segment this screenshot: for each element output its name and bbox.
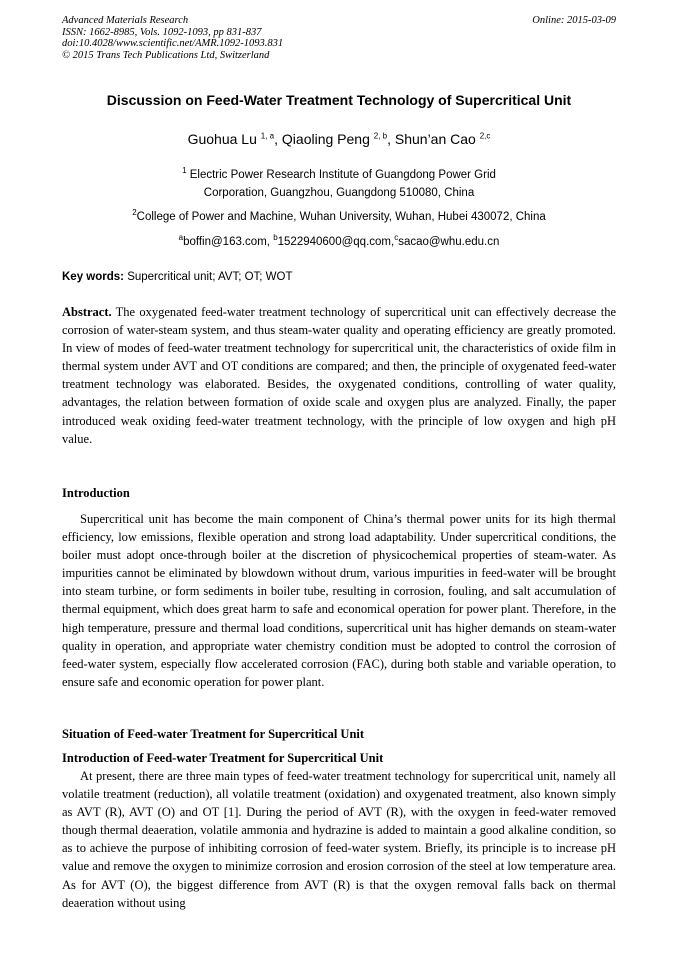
- situation-paragraph: At present, there are three main types of feed-water treatment technology for supercritical unit, namely all volatile treatment (reduction), all volatile treatment (oxidation) and oxygenated treatment, also known simply as AVT (R), AVT (O) and OT [1]. During the period of AVT (R), with the oxygen in feed-water removed though thermal deaeration, volatile ammonia and hydrazine is added to maintain a good alkaline condition, so as to achieve the purpose of inhibiting corrosion of feed-water system. Briefly, its principle is to increase pH value and remove the oxygen to minimize corrosion and erosion corrosion of the steel at low temperature area. As for AVT (O), the biggest difference from AVT (R) is that the oxygen removal falls back on thermal deaeration without using: [62, 769, 616, 910]
- abstract-text: The oxygenated feed-water treatment technology of supercritical unit can effectively decrease the corrosion of water-steam system, and thus steam-water quality and operating efficiency are greatly promoted. In view of modes of feed-water treatment technology for supercritical unit, the characteristics of oxide film in thermal system under AVT and OT conditions are compared; and then, the principle of oxygenated feed-water treatment technology was elaborated. Besides, the oxygenated conditions, controlling of water quality, advantages, the relation between formation of oxide scale and oxygen plus are analyzed. Finally, the paper introduced weak oxiding feed-water treatment technology, with the principle of low oxygen and high pH value.: [62, 305, 616, 446]
- section-heading-introduction: Introduction: [62, 486, 130, 500]
- email-address[interactable]: 1522940600@qq.com,: [277, 236, 395, 248]
- email-mark: a: [178, 233, 184, 243]
- email-address[interactable]: sacao@whu.edu.cn: [398, 236, 500, 248]
- affiliation-line: Corporation, Guangzhou, Guangdong 510080, China: [203, 187, 475, 199]
- introduction-paragraph: Supercritical unit has become the main component of China’s thermal power units for its high thermal efficiency, low emissions, flexible operation and strong load adaptability. Under supercritical conditions, the boiler must adopt once-through boiler at the discretion of physicochemical properties of steam-water. As impurities cannot be eliminated by blowdown without drum, various impurities in feed-water will be brought into steam turbine, or form sediments in boiler tube, resulting in corrosion, fouling, and salt accumulation of thermal equipment, which does great harm to safe and economical operation for power plant. Therefore, in the high temperature, pressure and thermal load conditions, supercritical unit has higher demands on steam-water quality in operation, and appropriate water chemistry condition must be adopted to control the corrosion of feed-water system, especially flow accelerated corrosion (FAC), during both stable and variable operation, to ensure safe and economic operation for power plant.: [62, 512, 616, 689]
- abstract: [62, 303, 616, 448]
- affiliation-mark: 1: [182, 166, 187, 176]
- doi-line: doi:10.4028/www.scientific.net/AMR.1092-1093.831: [62, 38, 284, 49]
- keywords-text: Supercritical unit; AVT; OT; WOT: [127, 271, 293, 283]
- journal-name: Advanced Materials Research: [62, 15, 189, 26]
- author-name: Guohua Lu: [187, 131, 257, 147]
- email-mark: c: [394, 233, 399, 243]
- affiliation-2: [40, 208, 638, 226]
- copyright-line: © 2015 Trans Tech Publications Ltd, Switzerland: [62, 49, 270, 61]
- paper-title: Discussion on Feed-Water Treatment Technology of Supercritical Unit: [106, 92, 572, 108]
- affiliation-line: Electric Power Research Institute of Guangdong Power Grid: [189, 169, 496, 181]
- author-affil-mark: 1, a: [260, 131, 275, 141]
- section-heading-situation: Situation of Feed-water Treatment for Supercritical Unit: [62, 727, 365, 741]
- subsection-heading: Introduction of Feed-water Treatment for Supercritical Unit: [62, 751, 384, 765]
- keywords-label: Key words:: [62, 271, 124, 283]
- author-list: Guohua Lu $^{1, a}$, Qiaoling Peng $^{2, b}$, Shun’an Cao $^{2,c}$: [187, 131, 491, 147]
- author-name: Qiaoling Peng: [281, 131, 370, 147]
- abstract-label: Abstract.: [62, 305, 112, 319]
- author-affil-mark: 2, b: [373, 131, 388, 141]
- online-date: Online: 2015-03-09: [532, 15, 616, 26]
- email-address[interactable]: boffin@163.com,: [183, 236, 270, 248]
- keywords: [62, 270, 616, 285]
- email-mark: b: [273, 233, 278, 243]
- affiliation-line: College of Power and Machine, Wuhan University, Wuhan, Hubei 430072, China: [136, 211, 546, 223]
- author-name: Shun’an Cao: [394, 131, 476, 147]
- email-list: [40, 234, 638, 250]
- author-affil-mark: 2,c: [479, 131, 491, 141]
- journal-header: [62, 15, 616, 61]
- affiliation-1: [40, 166, 638, 202]
- affiliation-mark: 2: [132, 208, 137, 218]
- issn-line: ISSN: 1662-8985, Vols. 1092-1093, pp 831-837: [62, 26, 262, 38]
